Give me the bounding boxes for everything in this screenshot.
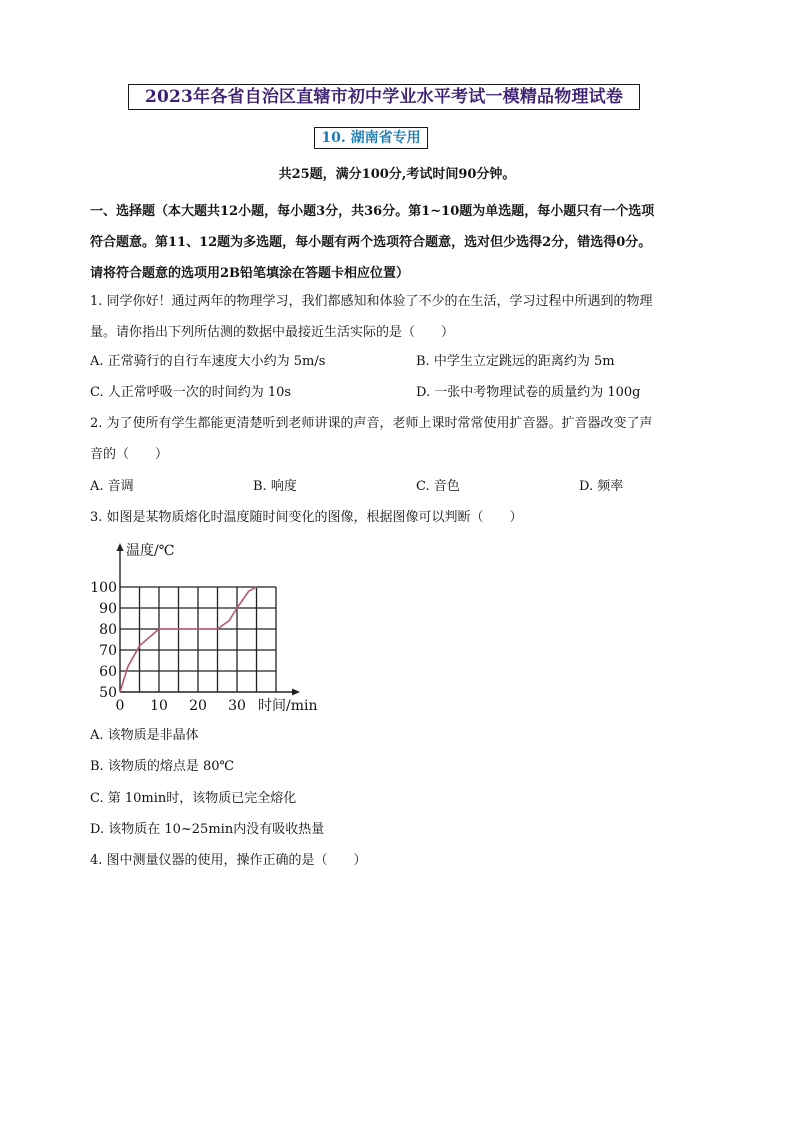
question-2-stem (90, 408, 720, 470)
question-2-option-c[interactable]: C. 音色 (416, 479, 460, 494)
question-1-option-b[interactable]: B. 中学生立定跳远的距离约为 5m (416, 354, 615, 369)
question-2-option-d[interactable]: D. 频率 (579, 479, 624, 494)
question-2-option-b[interactable]: B. 响度 (253, 479, 297, 494)
exam-info: 共25题，满分100分,考试时间90分钟。 (278, 167, 516, 182)
melting-curve-chart (90, 540, 336, 718)
exam-title: 2023年各省自治区直辖市初中学业水平考试一模精品物理试卷 (128, 84, 640, 110)
question-2-option-a[interactable]: A. 音调 (90, 479, 134, 494)
section-line-3: 请将符合题意的选项用2B铅笔填涂在答题卡相应位置） (90, 266, 410, 281)
temperature-curve (120, 587, 257, 692)
question-1-option-d[interactable]: D. 一张中考物理试卷的质量约为 100g (416, 385, 641, 400)
y-tick-label: 80 (99, 622, 117, 638)
question-1-line-1: 1. 同学你好！通过两年的物理学习，我们都感知和体验了不少的在生活，学习过程中所遇到的物理 (90, 294, 653, 309)
question-3-stem: 3. 如图是某物质熔化时温度随时间变化的图像，根据图像可以判断（ ） (90, 510, 523, 525)
section-instructions (90, 196, 720, 289)
x-tick-label: 10 (150, 698, 168, 714)
question-1-option-a[interactable]: A. 正常骑行的自行车速度大小约为 5m/s (90, 354, 326, 369)
question-2-line-1: 2. 为了使所有学生都能更清楚听到老师讲课的声音，老师上课时常常使用扩音器。扩音器改变了声 (90, 416, 653, 431)
question-3-option-c[interactable]: C. 第 10min时，该物质已完全熔化 (90, 791, 297, 806)
y-tick-label: 50 (99, 685, 117, 701)
question-1-option-c[interactable]: C. 人正常呼吸一次的时间约为 10s (90, 385, 292, 400)
y-tick-label: 70 (99, 643, 117, 659)
y-tick-label: 100 (90, 580, 117, 596)
question-3-option-b[interactable]: B. 该物质的熔点是 80℃ (90, 759, 235, 774)
section-line-1: 一、选择题（本大题共12小题，每小题3分，共36分。第1~10题为单选题，每小题只有一个选项 (90, 204, 655, 219)
question-2-line-2: 音的（ ） (90, 447, 169, 462)
question-3-option-d[interactable]: D. 该物质在 10~25min内没有吸收热量 (90, 822, 325, 837)
question-4-stem: 4. 图中测量仪器的使用，操作正确的是（ ） (90, 853, 367, 868)
question-3-option-a[interactable]: A. 该物质是非晶体 (90, 728, 199, 743)
y-axis-label: 温度/℃ (126, 543, 175, 559)
y-tick-label: 60 (99, 664, 117, 680)
x-axis-arrow (292, 689, 300, 696)
x-tick-label: 0 (115, 698, 125, 714)
x-axis-label: 时间/min (258, 698, 318, 714)
exam-subtitle: 10. 湖南省专用 (314, 127, 428, 149)
y-tick-label: 90 (99, 601, 117, 617)
section-line-2: 符合题意。第11、12题为多选题，每小题有两个选项符合题意，选对但少选得2分，错选得0分。 (90, 235, 652, 250)
y-axis-arrow (117, 543, 124, 551)
x-tick-label: 30 (228, 698, 246, 714)
question-1-line-2: 量。请你指出下列所估测的数据中最接近生活实际的是（ ） (90, 325, 455, 340)
x-tick-label: 20 (189, 698, 207, 714)
question-1-stem (90, 286, 720, 348)
